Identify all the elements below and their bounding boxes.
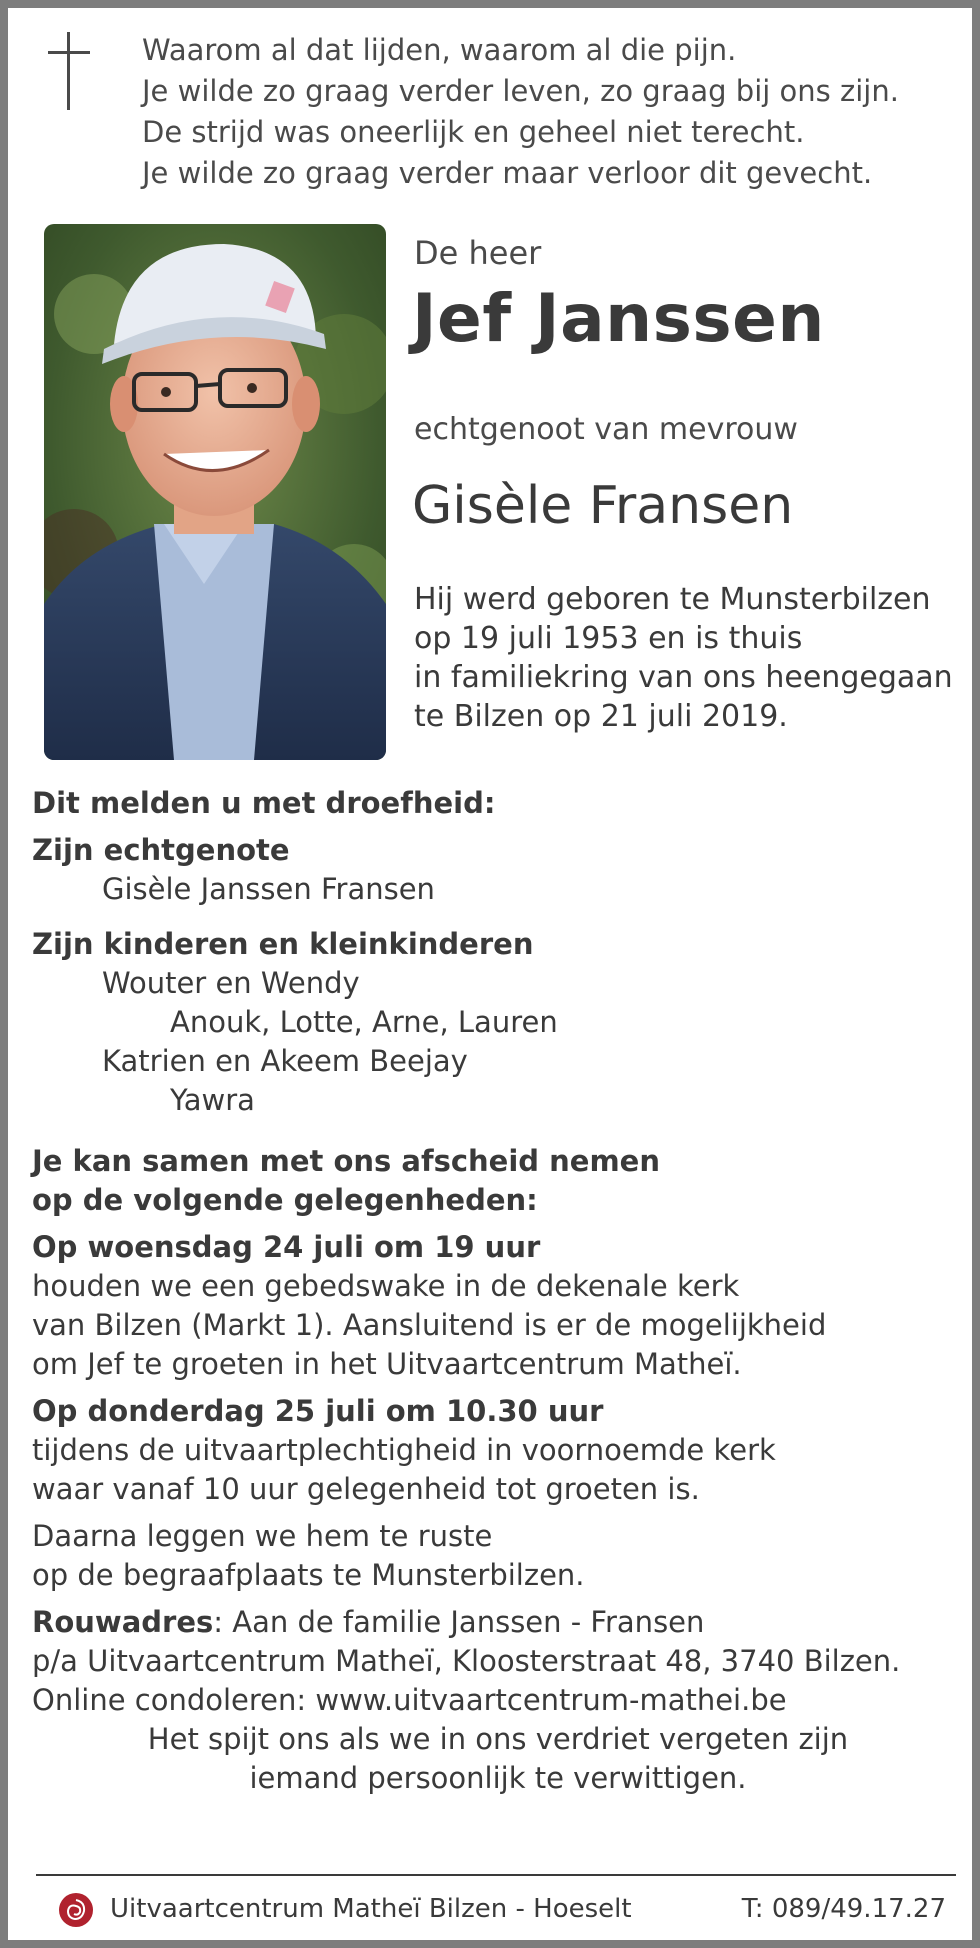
event-line: om Jef te groeten in het Uitvaartcentrum Matheï. xyxy=(32,1347,742,1381)
poem-line: Waarom al dat lijden, waarom al die pijn. xyxy=(142,33,737,67)
deceased-name: Jef Janssen xyxy=(412,280,825,357)
footer-divider xyxy=(36,1874,956,1876)
spouse-intro: echtgenoot van mevrouw xyxy=(414,412,798,447)
spouse-heading: Zijn echtgenote xyxy=(32,833,290,867)
closing-line: Het spijt ons als we in ons verdriet vergeten zijn xyxy=(147,1722,849,1756)
event-title: Op woensdag 24 juli om 19 uur xyxy=(32,1230,541,1264)
poem-line: De strijd was oneerlijk en geheel niet terecht. xyxy=(142,115,805,149)
spouse-entry: Gisèle Janssen Fransen xyxy=(102,872,435,906)
address-line-1 xyxy=(32,1603,964,1642)
birth-line: te Bilzen op 21 juli 2019. xyxy=(414,699,788,734)
funeral-home-name: Uitvaartcentrum Matheï Bilzen - Hoeselt xyxy=(110,1894,632,1924)
notice-body xyxy=(32,784,964,1798)
children-heading: Zijn kinderen en kleinkinderen xyxy=(32,927,534,961)
closing-line: iemand persoonlijk te verwittigen. xyxy=(249,1761,747,1795)
address-line-2: p/a Uitvaartcentrum Matheï, Kloosterstraat 48, 3740 Bilzen. xyxy=(32,1644,901,1678)
address-text: : Aan de familie Janssen - Fransen xyxy=(213,1605,705,1639)
event-title: Op donderdag 25 juli om 10.30 uur xyxy=(32,1394,604,1428)
cross-icon xyxy=(46,32,92,110)
burial-line: op de begraafplaats te Munsterbilzen. xyxy=(32,1558,585,1592)
poem xyxy=(142,30,899,194)
farewell-heading: op de volgende gelegenheden: xyxy=(32,1183,538,1217)
spouse-name: Gisèle Fransen xyxy=(412,476,794,536)
honorific: De heer xyxy=(414,234,542,272)
event-line: houden we een gebedswake in de dekenale kerk xyxy=(32,1269,740,1303)
grandchildren-entry: Yawra xyxy=(170,1083,255,1117)
farewell-heading: Je kan samen met ons afscheid nemen xyxy=(32,1144,660,1178)
poem-line: Je wilde zo graag verder maar verloor dit gevecht. xyxy=(142,156,873,190)
birth-info xyxy=(414,580,953,736)
burial-line: Daarna leggen we hem te ruste xyxy=(32,1519,493,1553)
online-condolence: Online condoleren: www.uitvaartcentrum-mathei.be xyxy=(32,1683,787,1717)
address-label: Rouwadres xyxy=(32,1605,214,1639)
portrait-photo xyxy=(44,224,386,760)
grandchildren-entry: Anouk, Lotte, Arne, Lauren xyxy=(170,1005,558,1039)
rose-logo-icon xyxy=(58,1892,94,1928)
birth-line: op 19 juli 1953 en is thuis xyxy=(414,621,803,656)
funeral-home-phone: T: 089/49.17.27 xyxy=(741,1894,946,1924)
event-line: van Bilzen (Markt 1). Aansluitend is er de mogelijkheid xyxy=(32,1308,827,1342)
birth-line: Hij werd geboren te Munsterbilzen xyxy=(414,582,931,617)
footer xyxy=(36,1888,956,1932)
event-line: tijdens de uitvaartplechtigheid in voornoemde kerk xyxy=(32,1433,776,1467)
event-line: waar vanaf 10 uur gelegenheid tot groeten is. xyxy=(32,1472,700,1506)
child-entry: Katrien en Akeem Beejay xyxy=(102,1044,468,1078)
birth-line: in familiekring van ons heengegaan xyxy=(414,660,953,695)
poem-line: Je wilde zo graag verder leven, zo graag bij ons zijn. xyxy=(142,74,899,108)
child-entry: Wouter en Wendy xyxy=(102,966,360,1000)
announce-heading: Dit melden u met droefheid: xyxy=(32,786,496,820)
